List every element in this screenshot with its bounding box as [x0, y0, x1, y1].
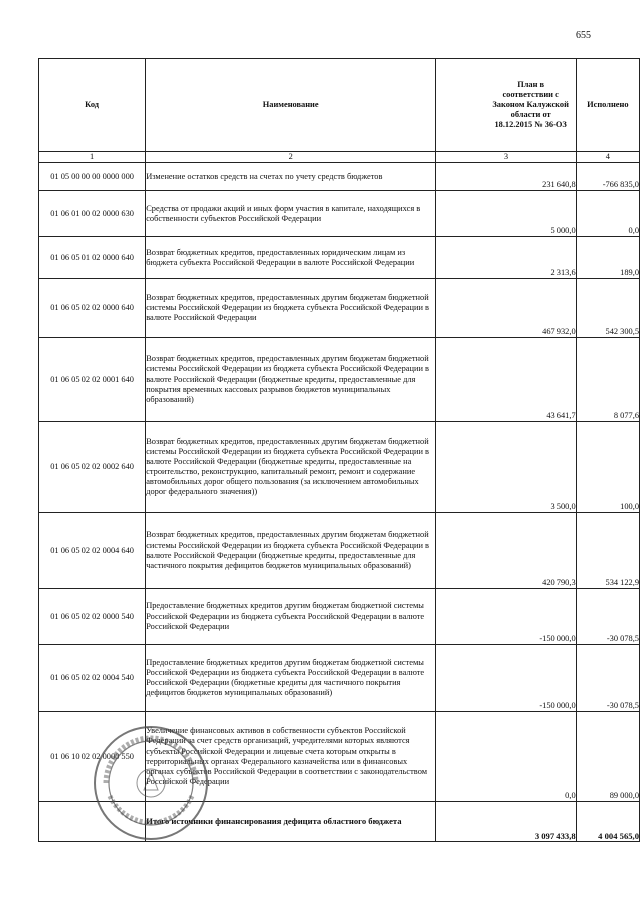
row-plan: 231 640,8	[436, 163, 576, 191]
total-name: Итого источники финансирования дефицита областного бюджета	[146, 802, 436, 842]
header-executed: Исполнено	[576, 59, 639, 152]
table-row	[39, 513, 640, 589]
row-code: 01 05 00 00 00 0000 000	[39, 163, 146, 191]
table-row	[39, 589, 640, 645]
seal-emblem-figure	[144, 772, 158, 790]
row-plan: 0,0	[436, 712, 576, 802]
row-executed: 0,0	[576, 191, 639, 237]
row-name: Изменение остатков средств на счетах по учету средств бюджетов	[146, 163, 436, 191]
row-code: 01 06 05 02 02 0004 540	[39, 645, 146, 712]
column-number-row	[39, 152, 640, 163]
row-code: 01 06 05 02 02 0001 640	[39, 338, 146, 422]
table-row	[39, 279, 640, 338]
row-plan: 3 500,0	[436, 422, 576, 513]
table-row	[39, 645, 640, 712]
row-plan: 420 790,3	[436, 513, 576, 589]
row-name: Возврат бюджетных кредитов, предоставленных другим бюджетам бюджетной системы Российской Федерации из бюджета субъекта Российской Федерации в валюте Российской Федерации (бюджетные кредиты, предоставленные на строительство, реконструкцию, капитальный ремонт, ремонт и содержание автомобильных дорог общего пользования (за исключением автомобильных дорог федерального значения))	[146, 422, 436, 513]
row-name: Предоставление бюджетных кредитов другим бюджетам бюджетной системы Российской Федерации из бюджета субъекта Российской Федерации в валюте Российской Федерации (бюджетные кредиты для частичного покрытия дефицитов бюджетов муниципальных образований)	[146, 645, 436, 712]
row-executed: 8 077,6	[576, 338, 639, 422]
table-row	[39, 422, 640, 513]
row-executed: 89 000,0	[576, 712, 639, 802]
total-plan: 3 097 433,8	[436, 802, 576, 842]
row-executed: 534 122,9	[576, 513, 639, 589]
row-plan: 2 313,6	[436, 237, 576, 279]
row-name: Возврат бюджетных кредитов, предоставленных другим бюджетам бюджетной системы Российской Федерации из бюджета субъекта Российской Федерации в валюте Российской Федерации (бюджетные кредиты, предоставленные для покрытия временных кассовых разрывов бюджетов муниципальных образований)	[146, 338, 436, 422]
row-code: 01 06 01 00 02 0000 630	[39, 191, 146, 237]
row-name: Средства от продажи акций и иных форм участия в капитале, находящихся в собственности субъектов Российской Федерации	[146, 191, 436, 237]
row-name: Возврат бюджетных кредитов, предоставленных юридическим лицам из бюджета субъекта Российской Федерации в валюте Российской Федерации	[146, 237, 436, 279]
column-number: 2	[146, 152, 436, 163]
row-plan: 43 641,7	[436, 338, 576, 422]
table-header-row	[39, 59, 640, 152]
row-code: 01 06 05 02 02 0002 640	[39, 422, 146, 513]
row-executed: 189,0	[576, 237, 639, 279]
row-executed: -30 078,5	[576, 589, 639, 645]
row-code: 01 06 10 02 02 0000 550	[39, 712, 146, 802]
row-name: Возврат бюджетных кредитов, предоставленных другим бюджетам бюджетной системы Российской Федерации из бюджета субъекта Российской Федерации в валюте Российской Федерации (бюджетные кредиты, предоставленные для частичного покрытия дефицитов бюджетов муниципальных образований)	[146, 513, 436, 589]
page-number: 655	[576, 30, 591, 41]
header-plan-text: План в соответствии с Законом Калужской области от 18.12.2015 № 36-ОЗ	[492, 79, 569, 130]
row-executed: 100,0	[576, 422, 639, 513]
header-name: Наименование	[146, 59, 436, 152]
row-plan: -150 000,0	[436, 589, 576, 645]
row-executed: -30 078,5	[576, 645, 639, 712]
row-code: 01 06 05 01 02 0000 640	[39, 237, 146, 279]
official-seal-stamp	[92, 724, 210, 842]
column-number: 1	[39, 152, 146, 163]
row-plan: 467 932,0	[436, 279, 576, 338]
row-code: 01 06 05 02 02 0000 540	[39, 589, 146, 645]
seal-lettering-ring-bottom	[110, 796, 192, 822]
row-executed: 542 300,5	[576, 279, 639, 338]
row-name: Возврат бюджетных кредитов, предоставленных другим бюджетам бюджетной системы Российской Федерации из бюджета субъекта Российской Федерации в валюте Российской Федерации	[146, 279, 436, 338]
table-row	[39, 191, 640, 237]
row-plan: -150 000,0	[436, 645, 576, 712]
seal-lettering-ring	[106, 738, 196, 783]
total-executed: 4 004 565,0	[576, 802, 639, 842]
row-plan: 5 000,0	[436, 191, 576, 237]
column-number: 4	[576, 152, 639, 163]
table-row	[39, 237, 640, 279]
row-executed: -766 835,0	[576, 163, 639, 191]
column-number: 3	[436, 152, 576, 163]
row-name: Предоставление бюджетных кредитов другим бюджетам бюджетной системы Российской Федерации из бюджета субъекта Российской Федерации в валюте Российской Федерации	[146, 589, 436, 645]
table-row	[39, 338, 640, 422]
row-name: Увеличение финансовых активов в собственности субъектов Российской Федерации за счет средств организаций, учредителями которых являются субъекты Российской Федерации и лицевые счета которым открыты в территориальных органах Федерального казначейства или в финансовых органах субъектов Российской Федерации в соответствии с законодательством Российской Федерации	[146, 712, 436, 802]
table-row	[39, 163, 640, 191]
header-code: Код	[39, 59, 146, 152]
row-code: 01 06 05 02 02 0004 640	[39, 513, 146, 589]
row-code: 01 06 05 02 02 0000 640	[39, 279, 146, 338]
header-plan	[436, 59, 576, 152]
